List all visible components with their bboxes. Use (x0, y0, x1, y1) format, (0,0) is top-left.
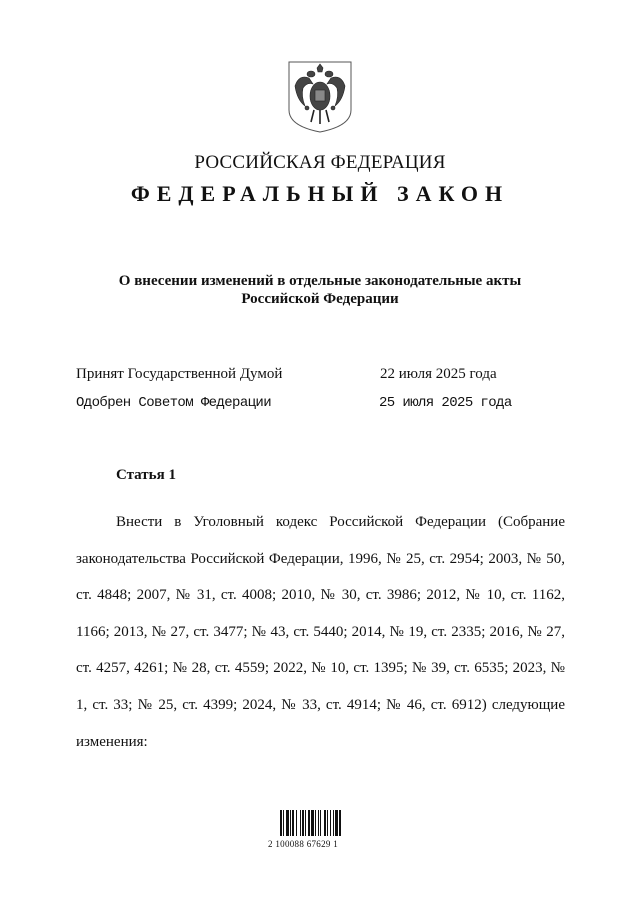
barcode-bar (333, 810, 334, 836)
barcode-bar (290, 810, 291, 836)
document-type: ФЕДЕРАЛЬНЫЙ ЗАКОН (130, 181, 510, 206)
barcode-bar (308, 810, 310, 836)
article-body-text: Внести в Уголовный кодекс Российской Федерации (Собрание законодательства Российской Федерации, 1996, № 25, ст. 2954; 2003, № 50, ст. 4848; 2007, № 31, ст. 4008; 2010, № 30, ст. 3986; 2012, № 10, ст. 1162, 1166; 2013, № 27, ст. 3477; № 43, ст. 5440; 2014, № 19, ст. 2335; 2016, № 27, ст. 4257, 4261; № 28, ст. 4559; 2022, № 10, ст. 1395; № 39, ст. 6535; 2023, № 1, ст. 33; № 25, ст. 4399; 2024, № 33, ст. 4914; № 46, ст. 6912) следующие изменения: (76, 514, 565, 750)
barcode-bar (305, 810, 306, 836)
barcode-bar (300, 810, 301, 836)
barcode-bar (327, 810, 328, 836)
barcode-bar (315, 810, 316, 836)
barcode-bar (335, 810, 338, 836)
adoption-date: 25 июля 2025 года (379, 395, 512, 411)
article-heading: Статья 1 (116, 467, 176, 483)
barcode-bar (280, 810, 282, 836)
barcode-icon (280, 810, 366, 836)
barcode-bar (330, 810, 331, 836)
barcode-bar (286, 810, 289, 836)
barcode-bar (311, 810, 314, 836)
adoption-date: 22 июля 2025 года (380, 366, 497, 382)
barcode-bar (302, 810, 304, 836)
barcode-bar (283, 810, 284, 836)
barcode-bar (318, 810, 319, 836)
law-title: О внесении изменений в отдельные законодательные акты Российской Федерации (118, 273, 522, 307)
barcode-number: 2 100088 67629 1 (268, 839, 339, 849)
barcode-bar (292, 810, 294, 836)
adoption-label: Принят Государственной Думой (76, 366, 283, 382)
russian-coat-of-arms-icon (287, 60, 353, 134)
barcode-bar (296, 810, 297, 836)
barcode-bar (320, 810, 321, 836)
barcode-bar (339, 810, 341, 836)
country-name: РОССИЙСКАЯ ФЕДЕРАЦИЯ (194, 152, 446, 173)
barcode-bar (324, 810, 326, 836)
adoption-label: Одобрен Советом Федерации (76, 395, 272, 411)
